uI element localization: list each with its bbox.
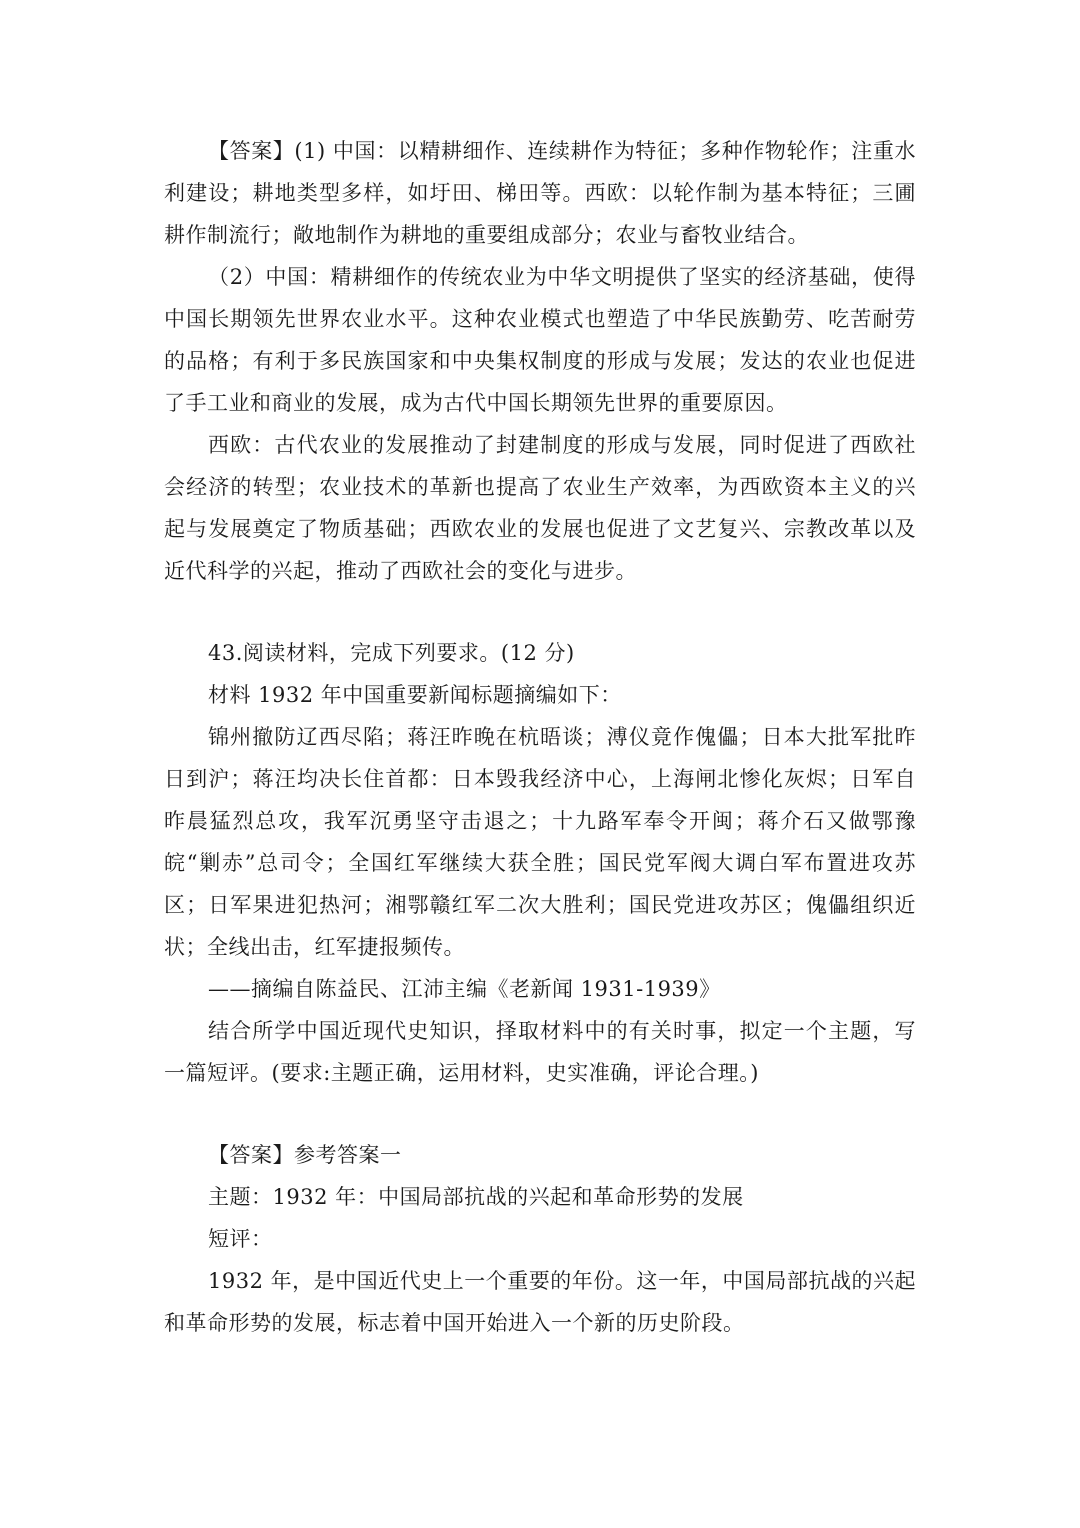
answer-43-review-label: 短评：	[208, 1227, 273, 1251]
question-43-task: 结合所学中国近现代史知识，择取材料中的有关时事，拟定一个主题，写一篇短评。(要求:主题正确，运用材料，史实准确，评论合理。)	[164, 1019, 916, 1085]
answer-43-heading: 【答案】参考答案一	[208, 1143, 402, 1167]
question-43-title: 43.阅读材料，完成下列要求。(12 分)	[208, 641, 575, 665]
question-43-material-intro: 材料 1932 年中国重要新闻标题摘编如下：	[208, 683, 622, 707]
question-43-headlines: 锦州撤防辽西尽陷；蒋汪昨晚在杭晤谈；溥仪竟作傀儡；日本大批军批昨日到沪；蒋汪均决长住首都：日本毁我经济中心，上海闸北惨化灰烬；日军自昨晨猛烈总攻，我军沉勇坚守击退之；十九路军奉令开闽；蒋介石又做鄂豫皖“剿赤”总司令；全国红军继续大获全胜；国民党军阀大调白军布置进攻苏区；日军果进犯热河；湘鄂赣红军二次大胜利；国民党进攻苏区；傀儡组织近状；全线出击，红军捷报频传。	[164, 725, 916, 959]
answer-42-part-2-west: 西欧：古代农业的发展推动了封建制度的形成与发展，同时促进了西欧社会经济的转型；农业技术的革新也提高了农业生产效率，为西欧资本主义的兴起与发展奠定了物质基础；西欧农业的发展也促进了文艺复兴、宗教改革以及近代科学的兴起，推动了西欧社会的变化与进步。	[164, 433, 916, 583]
answer-43-review-paragraph: 1932 年，是中国近代史上一个重要的年份。这一年，中国局部抗战的兴起和革命形势的发展，标志着中国开始进入一个新的历史阶段。	[164, 1269, 916, 1335]
section-spacer	[164, 592, 916, 632]
answer-42-part-2: （2）中国：精耕细作的传统农业为中华文明提供了坚实的经济基础，使得中国长期领先世界农业水平。这种农业模式也塑造了中华民族勤劳、吃苦耐劳的品格；有利于多民族国家和中央集权制度的形成与发展；发达的农业也促进了手工业和商业的发展，成为古代中国长期领先世界的重要原因。	[164, 265, 916, 415]
document-page	[164, 130, 916, 1344]
question-43-source: ——摘编自陈益民、江沛主编《老新闻 1931-1939》	[208, 977, 721, 1001]
section-spacer	[164, 1094, 916, 1134]
answer-43-theme: 主题：1932 年：中国局部抗战的兴起和革命形势的发展	[208, 1185, 744, 1209]
answer-42-part-1: 【答案】(1) 中国：以精耕细作、连续耕作为特征；多种作物轮作；注重水利建设；耕地类型多样，如圩田、梯田等。西欧：以轮作制为基本特征；三圃耕作制流行；敞地制作为耕地的重要组成部分；农业与畜牧业结合。	[164, 139, 916, 247]
